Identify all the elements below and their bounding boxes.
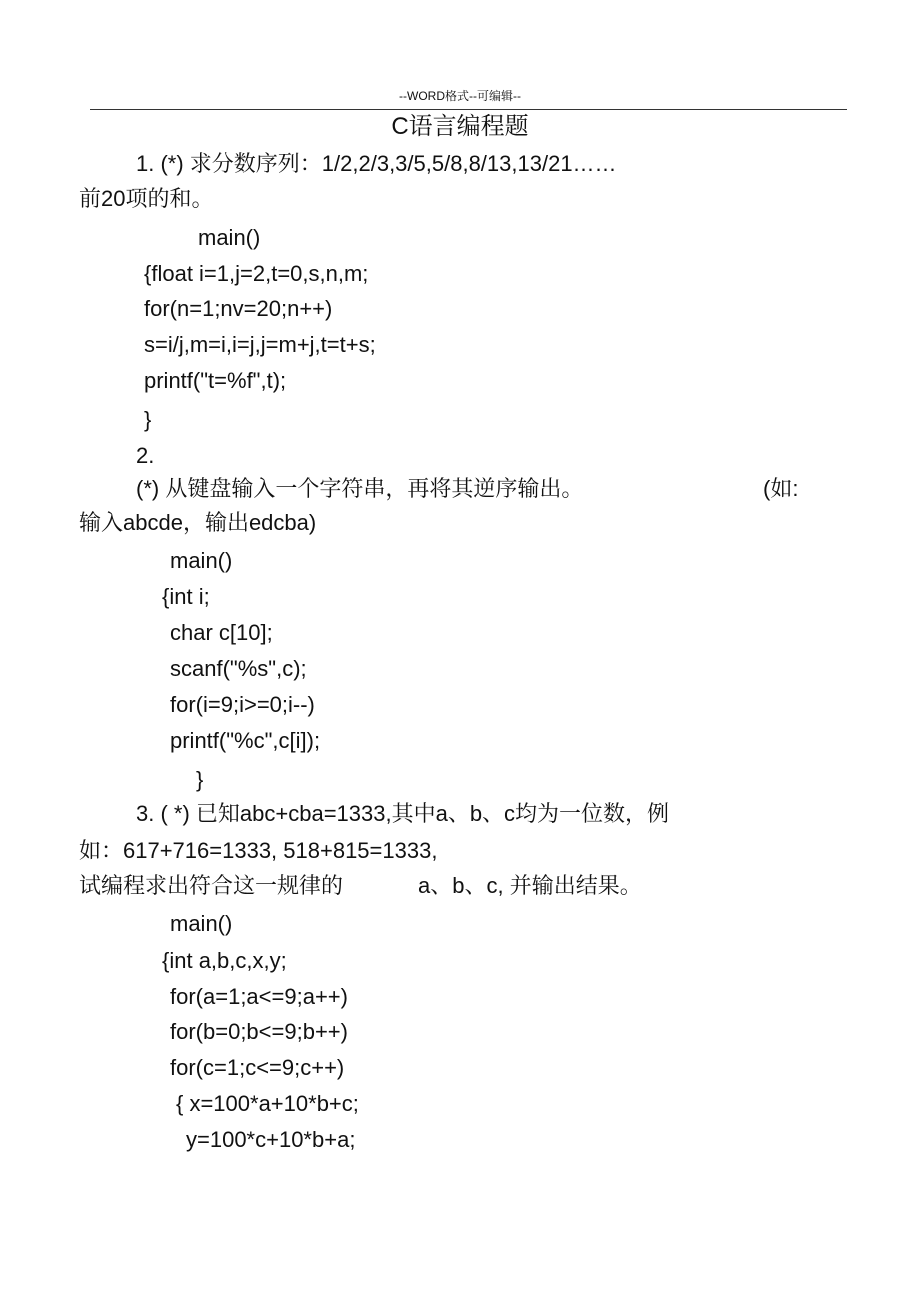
problem-2-code-line-7: } — [196, 767, 204, 792]
problem-2-code-line-3: char c[10]; — [170, 620, 273, 645]
problem-2-statement-line-1-right: (如: — [763, 476, 799, 501]
problem-1-statement-line-2: 前20项的和。 — [79, 186, 214, 211]
problem-2-number: 2. — [136, 443, 155, 468]
header-divider — [90, 109, 847, 110]
document-title: C语言编程题 — [391, 113, 529, 140]
problem-1-code-line-4: s=i/j,m=i,i=j,j=m+j,t=t+s; — [144, 332, 376, 357]
problem-3-statement-line-1: 3. ( *) 已知abc+cba=1333,其中a、b、c均为一位数，例 — [136, 801, 670, 826]
problem-2-code-line-4: scanf("%s",c); — [170, 656, 307, 681]
problem-3-statement-line-3-right: a、b、c, 并输出结果。 — [418, 873, 642, 898]
problem-1-code-line-6: } — [144, 407, 152, 432]
page-header-text: --WORD格式--可编辑-- — [399, 89, 521, 103]
problem-1-code-line-1: main() — [198, 225, 261, 250]
problem-3-statement-line-2: 如：617+716=1333, 518+815=1333, — [79, 838, 438, 863]
problem-2-code-line-6: printf("%c",c[i]); — [170, 728, 321, 753]
problem-3-code-line-7: y=100*c+10*b+a; — [186, 1127, 356, 1152]
problem-3-code-line-3: for(a=1;a<=9;a++) — [170, 984, 348, 1009]
problem-2-code-line-5: for(i=9;i>=0;i--) — [170, 692, 315, 717]
problem-1-code-line-3: for(n=1;nv=20;n++) — [144, 296, 333, 321]
problem-3-code-line-2: {int a,b,c,x,y; — [162, 948, 287, 973]
problem-1-code-line-2: {float i=1,j=2,t=0,s,n,m; — [144, 261, 369, 286]
problem-2-code-line-2: {int i; — [162, 584, 210, 609]
problem-3-code-line-5: for(c=1;c<=9;c++) — [170, 1055, 345, 1080]
problem-1-statement-line-1: 1. (*) 求分数序列：1/2,2/3,3/5,5/8,8/13,13/21…… — [136, 151, 617, 176]
problem-3-code-line-4: for(b=0;b<=9;b++) — [170, 1019, 348, 1044]
problem-3-code-line-1: main() — [170, 911, 233, 936]
problem-2-statement-line-2: 输入abcde，输出edcba) — [79, 510, 317, 535]
problem-1-code-line-5: printf("t=%f",t); — [144, 368, 287, 393]
problem-2-code-line-1: main() — [170, 548, 233, 573]
problem-3-statement-line-3-left: 试编程求出符合这一规律的 — [79, 873, 344, 898]
problem-2-statement-line-1: (*) 从键盘输入一个字符串，再将其逆序输出。 — [136, 476, 584, 501]
problem-3-code-line-6: { x=100*a+10*b+c; — [176, 1091, 359, 1116]
